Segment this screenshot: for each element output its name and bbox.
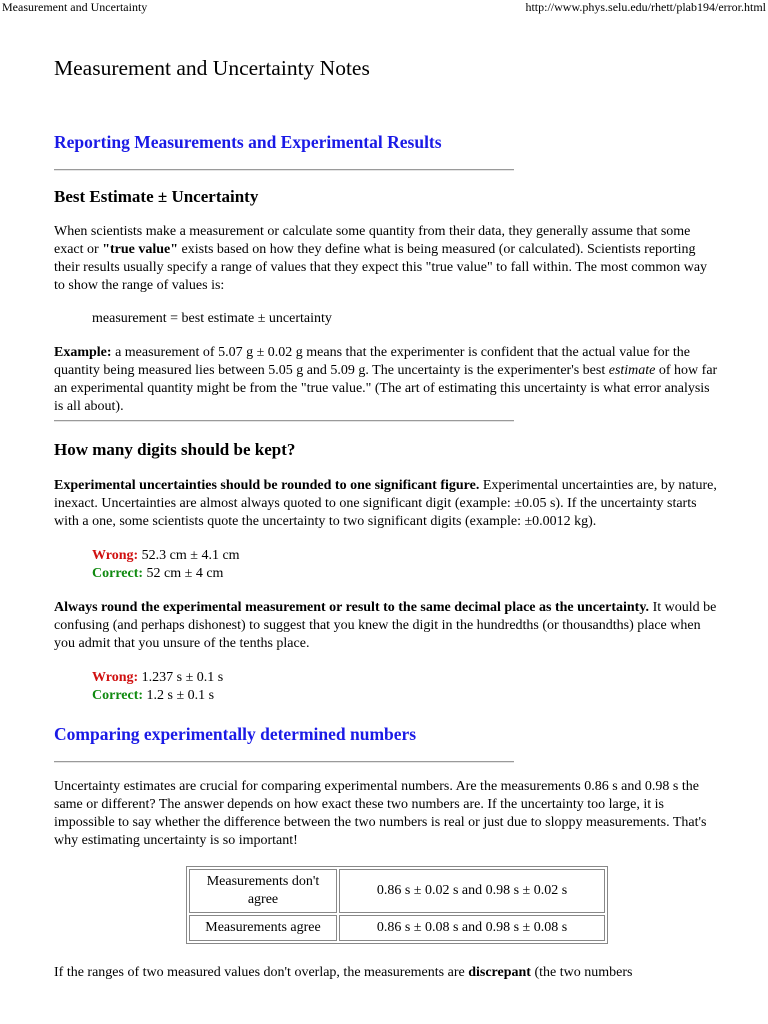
horizontal-rule	[54, 420, 514, 422]
formula-line: measurement = best estimate ± uncertainty	[92, 311, 332, 326]
text-run: Experimental uncertainties are, by nature, inexact. Uncertainties are almost always quoted to one significant digit (example: ±0.05 s). If the uncertainty starts with a one, some scientists quote the uncertainty to two significant digits (example: ±0.0012 kg).	[54, 478, 717, 529]
example-label: Example:	[54, 345, 112, 360]
bold-term-true-value: "true value"	[102, 242, 179, 257]
wrong-value: 1.237 s ± 0.1 s	[138, 670, 224, 685]
comparison-table	[186, 866, 608, 944]
rule-statement: Experimental uncertainties should be rounded to one significant figure.	[54, 478, 480, 493]
text-run: (the two numbers	[530, 965, 633, 980]
correct-value: 1.2 s ± 0.1 s	[143, 688, 215, 703]
bold-term-discrepant: discrepant	[468, 965, 531, 980]
wrong-example	[92, 669, 718, 687]
example-block	[54, 669, 718, 705]
text-run: If the ranges of two measured values don't overlap, the measurements are	[54, 965, 469, 980]
text-run: a measurement of 5.07 g ± 0.02 g means that the experimenter is confident that the actual value for the quantity being measured lies between 5.05 g and 5.09 g. The uncertainty is the experimenter's best	[54, 345, 690, 378]
paragraph-significant-figure	[54, 477, 718, 531]
document-body	[54, 55, 718, 982]
paragraph-rounding	[54, 599, 718, 653]
paragraph-discrepant	[54, 964, 718, 982]
wrong-example	[92, 547, 718, 565]
paragraph-true-value	[54, 223, 718, 295]
horizontal-rule	[54, 761, 514, 763]
section-heading-digits: How many digits should be kept?	[54, 440, 296, 459]
print-header-doc-title: Measurement and Uncertainty	[2, 0, 148, 14]
table-row	[189, 869, 605, 913]
correct-label: Correct:	[92, 566, 144, 581]
wrong-label: Wrong:	[92, 548, 139, 563]
table-cell-label: Measurements don't agree	[189, 869, 337, 913]
correct-value: 52 cm ± 4 cm	[143, 566, 224, 581]
table-cell-value: 0.86 s ± 0.08 s and 0.98 s ± 0.08 s	[339, 915, 605, 941]
text-run: When scientists make a measurement or calculate some quantity from their data, they generally assume that some exact or	[54, 224, 691, 257]
subsection-heading-best-estimate: Best Estimate ± Uncertainty	[54, 187, 259, 206]
print-header-url: http://www.phys.selu.edu/rhett/plab194/error.html	[525, 0, 766, 14]
section-heading-comparing: Comparing experimentally determined numbers	[54, 724, 417, 744]
wrong-label: Wrong:	[92, 670, 139, 685]
correct-example	[92, 687, 718, 705]
horizontal-rule	[54, 169, 514, 171]
section-heading-reporting: Reporting Measurements and Experimental Results	[54, 132, 442, 152]
italic-term-estimate: estimate	[608, 363, 656, 378]
example-block	[54, 547, 718, 583]
wrong-value: 52.3 cm ± 4.1 cm	[138, 548, 240, 563]
correct-label: Correct:	[92, 688, 144, 703]
paragraph-comparing: Uncertainty estimates are crucial for comparing experimental numbers. Are the measurements 0.86 s and 0.98 s the same or different? The answer depends on how exact these two numbers are. If the uncertainty too large, it is impossible to say whether the difference between the two numbers is real or just due to sloppy measurements. That's why estimating uncertainty is so important!	[54, 779, 707, 848]
text-run: of how far an experimental quantity might be from the "true value." (The art of estimating this uncertainty is what error analysis is all about).	[54, 363, 718, 414]
paragraph-example	[54, 344, 718, 416]
print-header	[0, 0, 768, 16]
page-title: Measurement and Uncertainty Notes	[54, 56, 370, 80]
table-cell-label: Measurements agree	[189, 915, 337, 941]
correct-example	[92, 565, 718, 583]
table-row	[189, 915, 605, 941]
text-run: It would be confusing (and perhaps dishonest) to suggest that you knew the digit in the hundredths (or thousandths) place when you admit that you unsure of the tenths place.	[54, 600, 717, 651]
rule-statement: Always round the experimental measurement or result to the same decimal place as the uncertainty.	[54, 600, 650, 615]
text-run: exists based on how they define what is being measured (or calculated). Scientists reporting their results usually specify a range of values that they expect this "true value" to fall within. The most common way to show the range of values is:	[54, 242, 708, 293]
table-cell-value: 0.86 s ± 0.02 s and 0.98 s ± 0.02 s	[339, 869, 605, 913]
